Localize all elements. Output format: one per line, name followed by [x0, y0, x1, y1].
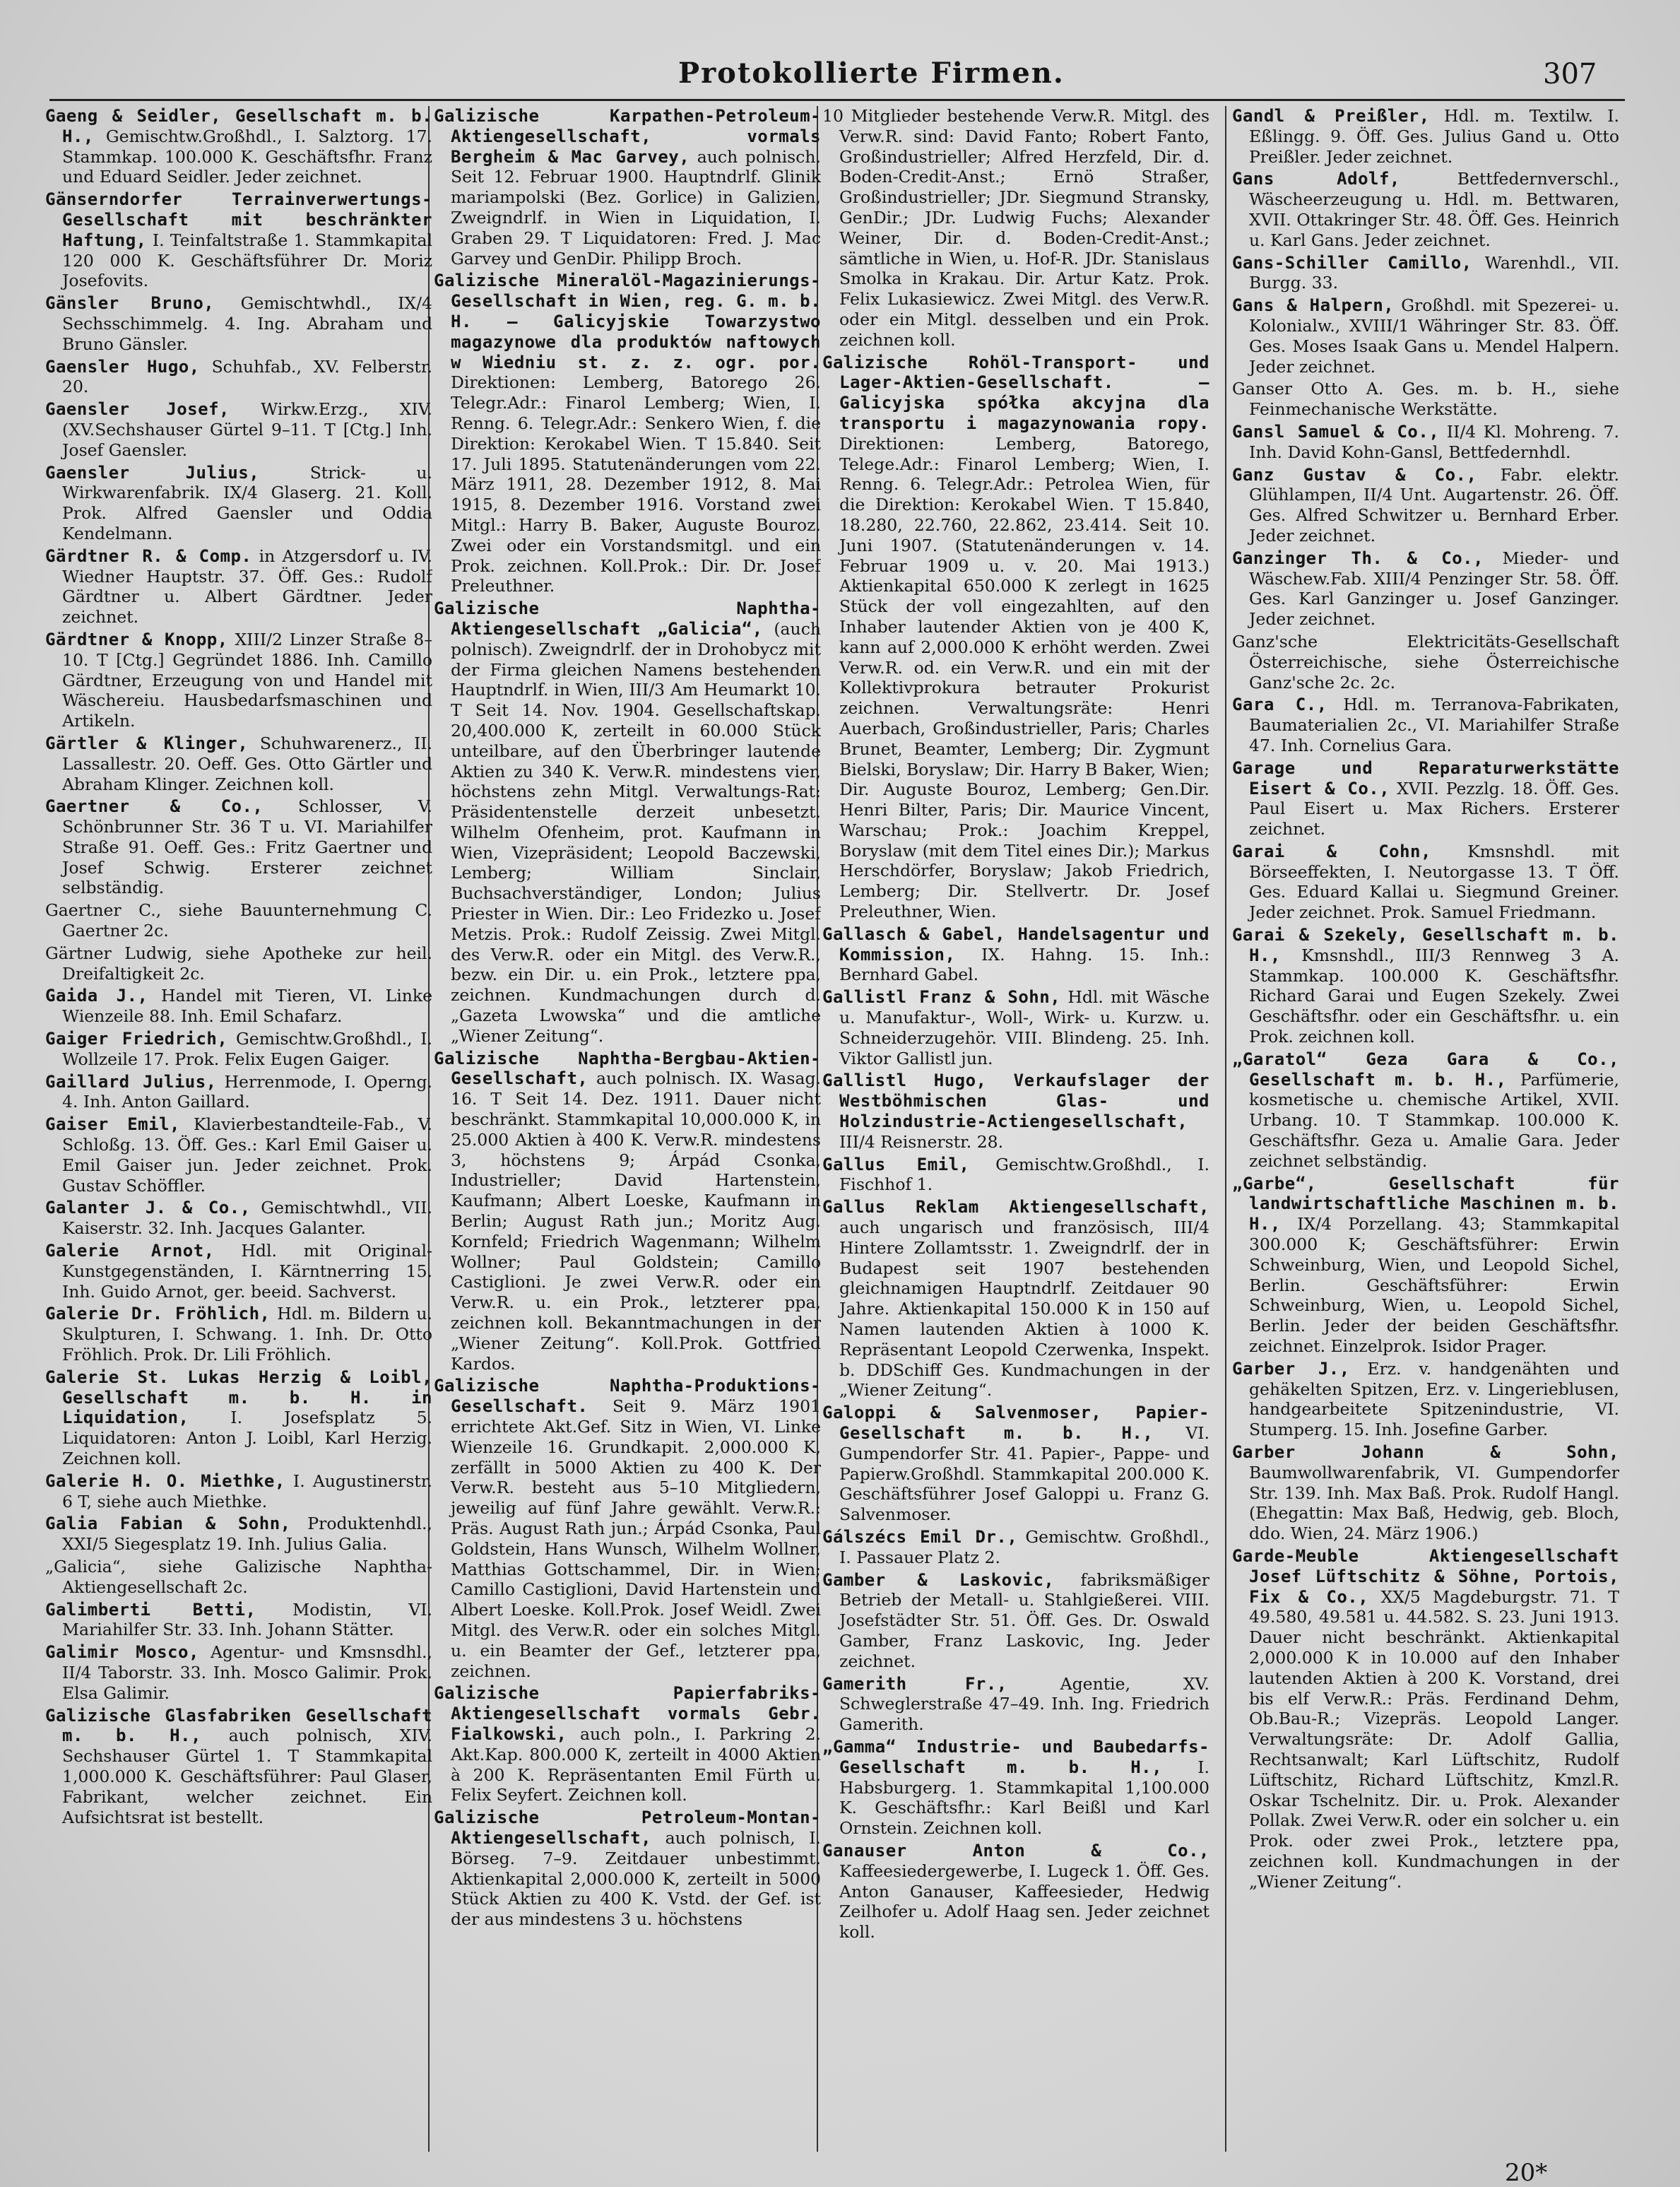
- firm-name: Ganzinger Th. & Co.,: [1232, 548, 1484, 568]
- firm-entry: [45, 1198, 432, 1239]
- firm-name: Galerie H. O. Miethke,: [45, 1470, 285, 1491]
- page-number: 307: [1543, 58, 1597, 90]
- firm-details: Hdl. m. Terranova-Fabrikaten, Baumaterialien 2c., VI. Mariahilfer Straße 47. Inh. Cornelius Gara.: [1249, 695, 1619, 755]
- firm-entry: [1232, 1546, 1619, 1892]
- firm-details: Seit 9. März 1901 errichtete Akt.Gef. Sitz in Wien, VI. Linke Wienzeile 16. Grundkapit. 2,000.000 K, zerfällt in 5000 Aktien zu 400 K. Der Verw.R. besteht aus 5–10 Mitgliedern, jeweilig auf fünf Jahre gewählt. Verw.R.: Präs. August Rath jun.; Árpád Csonka, Paul Goldstein, Hans Wunsch, Wilhelm Wollner, Matthias Gottschammel, Dir. in Wien; Camillo Castiglioni, David Hartenstein und Albert Loeske. Koll.Prok. Josef Weidl. Zwei Mitgl. des Verw.R. oder ein solches Mitgl. u. ein Beamter der Gef., letzterer ppa, zeichnen.: [451, 1396, 821, 1681]
- firm-name: Gaillard Julius,: [45, 1071, 217, 1092]
- firm-details: III/4 Reisnerstr. 28.: [839, 1131, 1004, 1152]
- firm-details: Hdl. mit Original-Kunstgegenständen, I. Kärntnerring 15. Inh. Guido Arnot, ger. beeid. Sachverst.: [62, 1241, 432, 1302]
- firm-details: Direktionen: Lemberg, Batorego 26. Telegr.Adr.: Finarol Lemberg; Wien, I. Renng. 6. Telegr.Adr.: Senkero Wien, f. die Direktion: Kerokabel Wien. T 15.840. Seit 17. Juli 1895. Statutenänderungen vom 22. März 1911, 28. Dezember 1912, 8. Mai 1915, 8. Dezember 1916. Vorstand zwei Mitgl.: Harry B. Baker, Auguste Bouroz. Zwei oder ein Vorstandsmitgl. und ein Prok. zeichnen. Koll.Prok.: Dir. Dr. Josef Preleuthner.: [451, 372, 821, 596]
- firm-details: I. Teinfaltstraße 1. Stammkapital 120 000 K. Geschäftsführer Dr. Moriz Josefovits.: [62, 230, 432, 291]
- firm-name: Galizische Rohöl-Transport- und Lager-Aktien-Gesellschaft. — Galicyjska spółka akcyjna dla transportu i magazynowania ropy.: [822, 352, 1209, 433]
- firm-details: I. Habsburgerg. 1. Stammkapital 1,100.000 K. Geschäftsfhr.: Karl Beißl und Karl Ornstein. Zeichnen koll.: [839, 1757, 1209, 1839]
- firm-name: „Garatol“ Geza Gara & Co., Gesellschaft m. b. H.,: [1232, 1049, 1619, 1090]
- firm-name: Galimir Mosco,: [45, 1642, 199, 1663]
- firm-name: Gallus Reklam Aktiengesellschaft,: [822, 1197, 1209, 1218]
- firm-entry: [45, 1241, 432, 1302]
- firm-name: „Garbe“, Gesellschaft für landwirtschaftliche Maschinen m. b. H.,: [1232, 1173, 1619, 1234]
- firm-entry: [45, 357, 432, 398]
- firm-entry: [1232, 295, 1619, 377]
- firm-details: Produktenhdl., XXI/5 Siegesplatz 19. Inh. Julius Galia.: [62, 1514, 432, 1555]
- firm-name: „Gamma“ Industrie- und Baubedarfs-Gesellschaft m. b. H.,: [822, 1736, 1209, 1777]
- firm-name: Galanter J. & Co.,: [45, 1198, 251, 1218]
- firm-entry: [822, 353, 1209, 922]
- firm-entry: [45, 986, 432, 1027]
- firm-details: I. Josefsplatz 5. Liquidatoren: Anton J. Loibl, Karl Herzig. Zeichnen koll.: [62, 1408, 432, 1468]
- column-4: [1232, 106, 1619, 2155]
- firm-entry: [822, 987, 1209, 1068]
- firm-name: Galia Fabian & Sohn,: [45, 1514, 291, 1534]
- firm-name: Ganauser Anton & Co.,: [822, 1840, 1209, 1861]
- header-rule: [49, 99, 1625, 101]
- firm-details: Kmsnshdl. mit Börseeffekten, I. Neutorgasse 13. T Öff. Ges. Eduard Kallai u. Siegmund Greiner. Jeder zeichnet. Prok. Samuel Friedmann.: [1249, 841, 1619, 923]
- firm-details: Agentur- und Kmsnsdhl., II/4 Taborstr. 33. Inh. Mosco Galimir. Prok. Elsa Galimir.: [62, 1642, 432, 1703]
- firm-details: Hdl. m. Bildern u. Skulpturen, I. Schwang. 1. Inh. Dr. Otto Fröhlich. Prok. Dr. Lili Fröhlich.: [62, 1304, 432, 1365]
- firm-entry: [822, 1071, 1209, 1152]
- page-title: Protokollierte Firmen.: [678, 57, 1065, 90]
- firm-details: auch polnisch, XIV. Sechshauser Gürtel 1. T Stammkapital 1,000.000 K. Geschäftsführer: Paul Glaser, Fabrikant, welcher zeichnet. Ein Aufsichtsrat ist bestellt.: [62, 1726, 432, 1827]
- firm-name: Gara C.,: [1232, 695, 1327, 715]
- firm-entry: [45, 1557, 432, 1598]
- firm-details: Modistin, VI. Mariahilfer Str. 33. Inh. Johann Stätter.: [62, 1599, 432, 1640]
- firm-entry: [822, 1155, 1209, 1196]
- firm-name: Galizische Naphtha-Aktiengesellschaft „Galicia“,: [434, 599, 821, 639]
- firm-entry: [434, 1376, 821, 1681]
- firm-details: auch polnisch. Seit 12. Februar 1900. Hauptndrlf. Glinik mariampolski (Bez. Gorlice) in Galizien, Zweigndrlf. in Wien in Liquidation, I. Graben 29. T Liquidatoren: Fred. J. Mac Garvey und GenDir. Philipp Broch.: [451, 146, 821, 269]
- firm-entry: [822, 1403, 1209, 1525]
- firm-entry: [45, 293, 432, 354]
- page-header: [0, 57, 1680, 99]
- firm-name: Garde-Meuble Aktiengesellschaft Josef Lüftschitz & Söhne, Portois, Fix & Co.,: [1232, 1545, 1619, 1607]
- firm-entry: [1232, 1049, 1619, 1172]
- firm-details: Ganz'sche Elektricitäts-Gesellschaft Österreichische, siehe Österreichische Ganz'sche 2c. 2c.: [1232, 631, 1619, 692]
- firm-details: Kmsnshdl., III/3 Rennweg 3 A. Stammkap. 100.000 K. Geschäftsfhr. Richard Garai und Eugen Szekely. Zwei Geschäftsfhr. oder ein Geschäftsfhr. u. ein Prok. zeichnen koll.: [1249, 945, 1619, 1047]
- firm-details: Gemischtwhdl., VII. Kaiserstr. 32. Inh. Jacques Galanter.: [62, 1198, 432, 1239]
- firm-entry: [45, 796, 432, 898]
- firm-name: Galerie Dr. Fröhlich,: [45, 1304, 271, 1324]
- firm-details: Gemischtw.Großhdl., I. Wollzeile 17. Prok. Felix Eugen Gaiger.: [62, 1029, 432, 1069]
- firm-entry: [1232, 632, 1619, 692]
- firm-details: auch ungarisch und französisch, III/4 Hintere Zollamtsstr. 1. Zweigndrlf. der in Budapest seit 1907 bestehenden gleichnamigen Hauptndrlf. Zeitdauer 90 Jahre. Aktienkapital 150.000 K in 150 auf Namen lautenden Aktien à 1000 K. Repräsentant Leopold Czerwenka, Inspekt. b. DDSchiff Ges. Kundmachungen in der „Wiener Zeitung“.: [839, 1218, 1209, 1401]
- firm-name: Gaensler Hugo,: [45, 356, 200, 377]
- firm-entry: [1232, 1359, 1619, 1440]
- firm-name: Garai & Cohn,: [1232, 841, 1431, 861]
- firm-entry: [45, 463, 432, 544]
- firm-entry: [434, 1683, 821, 1805]
- firm-name: Gänsler Bruno,: [45, 293, 215, 314]
- firm-entry: [822, 1737, 1209, 1839]
- firm-entry: [1232, 169, 1619, 250]
- column-1: [45, 106, 432, 2155]
- firm-entry: [434, 106, 821, 269]
- firm-entry: [45, 1600, 432, 1641]
- firm-entry: [45, 106, 432, 187]
- firm-details: Warenhdl., VII. Burgg. 33.: [1249, 252, 1619, 293]
- firm-entry: [434, 1049, 821, 1374]
- column-2: [434, 106, 821, 2155]
- firm-details: auch poln., I. Parkring 2. Akt.Kap. 800.000 K, zerteilt in 4000 Aktien à 200 K. Repräsentanten Emil Fürth u. Felix Seyfert. Zeichnen koll.: [451, 1723, 821, 1805]
- firm-details: VI. Gumpendorfer Str. 41. Papier-, Pappe- und Papierw.Großhdl. Stammkapital 200.000 K. Geschäftsführer Josef Galoppi u. Franz G. Salvenmoser.: [839, 1423, 1209, 1525]
- firm-name: Gallistl Franz & Sohn,: [822, 987, 1061, 1008]
- firm-details: XVII. Pezzlg. 18. Öff. Ges. Paul Eisert u. Max Richers. Ersterer zeichnet.: [1249, 778, 1619, 839]
- firm-details: auch polnisch, I. Börseg. 7–9. Zeitdauer unbestimmt. Aktienkapital 2,000.000 K, zerteilt in 5000 Stück Aktien zu 400 K. Vstd. der Gef. ist der aus mindestens 3 u. höchstens: [451, 1827, 821, 1930]
- firm-entry: [45, 1304, 432, 1364]
- firm-name: Gaensler Julius,: [45, 462, 260, 483]
- firm-entry: [822, 1197, 1209, 1401]
- firm-entry: [822, 924, 1209, 985]
- firm-details: Ganser Otto A. Ges. m. b. H., siehe Feinmechanische Werkstätte.: [1232, 379, 1619, 420]
- firm-entry: [45, 1029, 432, 1070]
- firm-details: Agentie, XV. Schweglerstraße 47–49. Inh. Ing. Friedrich Gamerith.: [839, 1673, 1209, 1735]
- firm-details: XIII/2 Linzer Straße 8–10. T [Ctg.] Gegründet 1886. Inh. Camillo Gärdtner, Erzeugung von und Handel mit Wäschereiu. Hausbedarfsmaschinen und Artikeln.: [62, 629, 432, 731]
- firm-entry: [434, 1808, 821, 1930]
- firm-details: Direktionen: Lemberg, Batorego, Telege.Adr.: Finarol Lemberg; Wien, I. Renng. 6. Telegr.Adr.: Petrolea Wien, für die Direktion: Kerokabel Wien. T 15.840, 18.280, 22.760, 22.862, 23.414. Seit 10. Juni 1907. (Statutenänderungen v. 14. Februar 1909 u. v. 20. Mai 1913.) Aktienkapital 650.000 K zerlegt in 1625 Stück der voll eingezahlten, auf den Inhaber lautender Aktien von je 400 K, kann auf 2,000.000 K erhöht werden. Zwei Verw.R. od. ein Verw.R. und ein mit der Kollektivprokura betrauter Prokurist zeichnen. Verwaltungsräte: Henri Auerbach, Großindustrieller, Paris; Charles Brunet, Beamter, Lemberg; Dir. Zygmunt Bielski, Boryslaw; Dir. Harry B Baker, Wien; Dir. Auguste Bouroz, Lemberg; Gen.Dir. Henri Bilter, Paris; Dir. Maurice Vincent, Warschau; Prok.: Joachim Kreppel, Boryslaw (mit dem Titel eines Dir.); Markus Herschdörfer, Boryslaw; Jakob Friedrich, Lemberg; Dir. Stellvertr. Dr. Josef Preleuthner, Wien.: [839, 433, 1209, 922]
- firm-name: Gaeng & Seidler, Gesellschaft m. b. H.,: [45, 106, 432, 146]
- firm-entry: [434, 271, 821, 596]
- firm-name: Gamber & Laskovic,: [822, 1569, 1055, 1590]
- firm-name: Galizische Naphtha-Produktions-Gesellschaft.: [434, 1376, 821, 1417]
- firm-name: Gaida J.,: [45, 986, 148, 1006]
- firm-entry: [45, 189, 432, 291]
- firm-entry: [822, 1527, 1209, 1568]
- firm-entry: [822, 106, 1209, 350]
- firm-details: XX/5 Magdeburgstr. 71. T 49.580, 49.581 u. 44.582. S. 23. Juni 1913. Dauer nicht beschränkt. Aktienkapital 2,000.000 K in 10.000 auf den Inhaber lautenden Aktien à 200 K. Vorstand, drei bis elf Verw.R.: Präs. Ferdinand Dehm, Ob.Bau-R.; Vizepräs. Leopold Langer. Verwaltungsräte: Dr. Adolf Gallia, Rechtsanwalt; Karl Lüftschitz, Rudolf Lüftschitz, Richard Lüftschitz, Kmzl.R. Oskar Tschelnitz. Dir. u. Prok. Alexander Pollak. Zwei Verw.R. oder ein solcher u. ein Prok. oder zwei Prok., letztere ppa, zeichnen koll. Kundmachungen in der „Wiener Zeitung“.: [1249, 1586, 1619, 1892]
- firm-entry: [1232, 422, 1619, 463]
- firm-name: Galimberti Betti,: [45, 1599, 256, 1620]
- firm-name: Garber J.,: [1232, 1358, 1350, 1379]
- firm-details: IX. Hahng. 15. Inh.: Bernhard Gabel.: [839, 944, 1209, 985]
- firm-details: Fabr. elektr. Glühlampen, II/4 Unt. Augartenstr. 26. Öff. Ges. Alfred Schwitzer u. Bernhard Erber. Jeder zeichnet.: [1249, 464, 1619, 546]
- firm-entry: [1232, 465, 1619, 546]
- firm-entry: [822, 1841, 1209, 1943]
- firm-details: „Galicia“, siehe Galizische Naphtha-Aktiengesellschaft 2c.: [45, 1556, 432, 1597]
- firm-entry: [1232, 695, 1619, 755]
- firm-details: Herrenmode, I. Operng. 4. Inh. Anton Gaillard.: [62, 1071, 432, 1112]
- firm-entry: [45, 630, 432, 731]
- firm-details: Hdl. m. Textilw. I. Eßlingg. 9. Öff. Ges. Julius Gand u. Otto Preißler. Jeder zeichnet.: [1249, 106, 1619, 167]
- firm-entry: [822, 1570, 1209, 1672]
- firm-name: Gaertner & Co.,: [45, 796, 264, 817]
- firm-details: auch polnisch. IX. Wasag. 16. T Seit 14. Dez. 1911. Dauer nicht beschränkt. Stammkapital 10,000.000 K, in 25.000 Aktien à 400 K. Verw.R. mindestens 3, höchstens 9; Árpád Csonka, Industrieller; David Hartenstein, Kaufmann; Albert Loeske, Kaufmann in Berlin; August Rath jun.; Moritz Aug. Kornfeld; Friedrich Wagenmann; Wilhelm Wollner; Paul Goldstein; Camillo Castiglioni. Je zwei Verw.R. oder ein Verw.R. u. ein Prok., letzterer ppa, zeichnen koll. Bekanntmachungen in der „Wiener Zeitung“. Koll.Prok. Gottfried Kardos.: [451, 1068, 821, 1374]
- firm-details: Gaertner C., siehe Bauunternehmung C. Gaertner 2c.: [45, 900, 432, 941]
- firm-details: (auch polnisch). Zweigndrlf. der in Drohobycz mit der Firma gleichen Namens bestehenden Hauptndrlf. in Wien, III/3 Am Heumarkt 10. T Seit 14. Nov. 1904. Gesellschaftskap. 20,400.000 K, zerteilt in 60.000 Stück unteilbare, auf den Überbringer lautende Aktien zu 340 K. Verw.R. mindestens vier, höchstens zehn Mitgl. Verwaltungs-Rat: Präsidentenstelle derzeit unbesetzt. Wilhelm Ofenheim, prot. Kaufmann in Wien, Vizepräsident; Leopold Baczewski, Lemberg; William Sinclair, Buchsachverständiger, London; Julius Priester in Wien. Dir.: Leo Fridezko u. Josef Metzis. Prok.: Rudolf Zeissig. Zwei Mitgl. des Verw.R. oder ein Mitgl. des Verw.R., bezw. ein Dir. u. ein Prok., letztere ppa, zeichnen. Kundmachungen durch d. „Gazeta Lwowska“ und die amtliche „Wiener Zeitung“.: [451, 618, 821, 1046]
- firm-entry: [45, 733, 432, 794]
- firm-entry: [45, 943, 432, 984]
- firm-entry: [45, 1642, 432, 1703]
- firm-details: Gemischtw.Großhdl., I. Salztorg. 17. Stammkap. 100.000 K. Geschäftsfhr. Franz und Eduard Seidler. Jeder zeichnet.: [62, 126, 432, 187]
- firm-entry: [45, 1706, 432, 1828]
- firm-name: Galizische Karpathen-Petroleum-Aktiengesellschaft, vormals Bergheim & Mac Garvey,: [434, 106, 821, 167]
- firm-name: Garage und Reparaturwerkstätte Eisert & Co.,: [1232, 758, 1619, 798]
- firm-details: Schuhfab., XV. Felberstr. 20.: [62, 356, 432, 397]
- firm-details: Strick- u. Wirkwarenfabrik. IX/4 Glaserg. 21. Koll. Prok. Alfred Gaensler und Oddia Kendelmann.: [62, 462, 432, 543]
- firm-entry: [1232, 1174, 1619, 1357]
- firm-entry: [1232, 842, 1619, 923]
- firm-details: Wirkw.Erzg., XIV. (XV.Sechshauser Gürtel 9–11. T [Ctg.] Inh. Josef Gaensler.: [62, 399, 432, 460]
- firm-name: Gans & Halpern,: [1232, 295, 1395, 316]
- firm-details: I. Augustinerstr. 6 T, siehe auch Miethke.: [62, 1470, 432, 1511]
- firm-entry: [45, 399, 432, 460]
- firm-details: Gärtner Ludwig, siehe Apotheke zur heil. Dreifaltigkeit 2c.: [45, 943, 432, 984]
- firm-name: Galerie St. Lukas Herzig & Loibl, Gesellschaft m. b. H. in Liquidation,: [45, 1367, 432, 1428]
- firm-name: Gandl & Preißler,: [1232, 106, 1430, 126]
- firm-details: Erz. v. handgenähten und gehäkelten Spitzen, Erz. v. Lingerieblusen, handgearbeitete Spitzenindustrie, VI. Stumperg. 15. Inh. Josefine Garber.: [1249, 1358, 1619, 1440]
- firm-entry: [45, 1514, 432, 1555]
- firm-entry: [822, 1674, 1209, 1735]
- firm-name: Gallistl Hugo, Verkaufslager der Westböhmischen Glas- und Holzindustrie-Actiengesellschaft,: [822, 1071, 1209, 1132]
- firm-entry: [45, 546, 432, 627]
- firm-details: Großhdl. mit Spezerei- u. Kolonialw., XVIII/1 Währinger Str. 83. Öff. Ges. Moses Isaak Gans u. Mendel Halpern. Jeder zeichnet.: [1249, 295, 1619, 377]
- firm-name: Gans-Schiller Camillo,: [1232, 252, 1472, 273]
- firm-name: Gänserndorfer Terrainverwertungs-Gesellschaft mit beschränkter Haftung,: [45, 189, 432, 250]
- firm-entry: [1232, 379, 1619, 420]
- column-3: [822, 106, 1209, 2155]
- firm-entry: [1232, 758, 1619, 839]
- firm-entry: [45, 900, 432, 941]
- firm-details: Hdl. mit Wäsche u. Manufaktur-, Woll-, Wirk- u. Kurzw. u. Schneiderzugehör. VIII. Blindeng. 25. Inh. Viktor Gallistl jun.: [839, 987, 1209, 1068]
- firm-name: Gálszécs Emil Dr.,: [822, 1526, 1018, 1547]
- firm-details: fabriksmäßiger Betrieb der Metall- u. Stahlgießerei. VIII. Josefstädter Str. 51. Öff. Ges. Dr. Oswald Gamber, Franz Laskovic, Ing. Jeder zeichnet.: [839, 1569, 1209, 1671]
- firm-name: Gärtler & Klinger,: [45, 733, 249, 753]
- firm-name: Gaensler Josef,: [45, 399, 230, 420]
- firm-entry: [45, 1072, 432, 1113]
- firm-details: II/4 Kl. Mohreng. 7. Inh. David Kohn-Gansl, Bettfedernhdl.: [1249, 421, 1619, 462]
- firm-entry: [45, 1471, 432, 1512]
- firm-details: IX/4 Porzellang. 43; Stammkapital 300.000 K; Geschäftsführer: Erwin Schweinburg, Wien, und Leopold Sichel, Berlin. Geschäftsführer: Erwin Schweinburg, Wien, u. Leopold Sichel, Berlin. Jeder der beiden Geschäftsfhr. zeichnet. Einzelprok. Isidor Prager.: [1249, 1214, 1619, 1357]
- firm-details: in Atzgersdorf u. IV. Wiedner Hauptstr. 37. Öff. Ges.: Rudolf Gärdtner u. Albert Gärdtner. Jeder zeichnet.: [62, 546, 432, 627]
- firm-entry: [1232, 106, 1619, 167]
- firm-name: Galoppi & Salvenmoser, Papier-Gesellschaft m. b. H.,: [822, 1403, 1209, 1443]
- firm-entry: [1232, 253, 1619, 294]
- firm-name: Gaiger Friedrich,: [45, 1029, 228, 1049]
- firm-details: Handel mit Tieren, VI. Linke Wienzeile 88. Inh. Emil Schafarz.: [62, 986, 432, 1027]
- firm-name: Galizische Mineralöl-Magazinierungs-Gesellschaft in Wien, reg. G. m. b. H. — Galicyjskie Towarzystwo magazynowe dla produktów naftowych w Wiedniu st. z. z. ogr. por.: [434, 271, 821, 372]
- firm-entry: [45, 1114, 432, 1196]
- firm-details: Mieder- und Wäschew.Fab. XIII/4 Penzinger Str. 58. Öff. Ges. Karl Ganzinger u. Josef Ganzinger. Jeder zeichnet.: [1249, 548, 1619, 630]
- firm-name: Galizische Naphtha-Bergbau-Aktien-Gesellschaft,: [434, 1048, 821, 1089]
- firm-name: Gamerith Fr.,: [822, 1673, 1007, 1694]
- firm-details: Gemischtw.Großhdl., I. Fischhof 1.: [839, 1154, 1209, 1195]
- firm-name: Gallus Emil,: [822, 1154, 970, 1174]
- footer-signature: 20*: [1505, 2159, 1548, 2187]
- firm-name: Galizische Papierfabriks-Aktiengesellschaft vormals Gebr. Fialkowski,: [434, 1683, 821, 1744]
- firm-name: Galizische Glasfabriken Gesellschaft m. b. H.,: [45, 1705, 432, 1746]
- firm-name: Gans Adolf,: [1232, 169, 1400, 189]
- firm-details: 10 Mitglieder bestehende Verw.R. Mitgl. des Verw.R. sind: David Fanto; Robert Fanto, Großindustrieller; Alfred Herzfeld, Dir. d. Boden-Credit-Anst.; Ernö Straßer, Großindustrieller; JDr. Siegmund Stransky, GenDir.; JDr. Ludwig Fuchs; Alexander Weiner, Dir. d. Boden-Credit-Anst.; sämtliche in Wien, u. Hof-R. JDr. Stanislaus Smolka in Krakau. Dir. Artur Katz. Prok. Felix Lukasiewicz. Zwei Mitgl. des Verw.R. oder ein Mitgl. desselben und ein Prok. zeichnen koll.: [822, 106, 1209, 350]
- firm-entry: [434, 599, 821, 1047]
- column-divider: [1225, 106, 1226, 2152]
- firm-details: Klavierbestandteile-Fab., V. Schloßg. 13. Öff. Ges.: Karl Emil Gaiser u. Emil Gaiser jun. Jeder zeichnet. Prok. Gustav Schöffler.: [62, 1114, 432, 1196]
- firm-name: Ganz Gustav & Co.,: [1232, 464, 1477, 485]
- firm-details: Baumwollwarenfabrik, VI. Gumpendorfer Str. 139. Inh. Max Baß. Prok. Rudolf Hangl. (Ehegattin: Max Baß, Hedwig, geb. Bloch, ddo. Wien, 24. März 1906.): [1249, 1462, 1619, 1544]
- firm-details: Bettfedernverschl., Wäscheerzeugung u. Hdl. m. Bettwaren, XVII. Ottakringer Str. 48. Öff. Ges. Heinrich u. Karl Gans. Jeder zeichnet.: [1249, 169, 1619, 250]
- firm-name: Garber Johann & Sohn,: [1232, 1442, 1619, 1462]
- firm-name: Garai & Szekely, Gesellschaft m. b. H.,: [1232, 925, 1619, 965]
- firm-details: Parfümerie, kosmetische u. chemische Artikel, XVII. Urbang. 10. T Stammkap. 100.000 K. Geschäftsfhr. Geza u. Amalie Gara. Jeder zeichnet selbständig.: [1249, 1069, 1619, 1171]
- firm-details: Schlosser, V. Schönbrunner Str. 36 T u. VI. Mariahilfer Straße 91. Oeff. Ges.: Fritz Gaertner und Josef Schwig. Ersterer zeichnet selbständig.: [62, 796, 432, 898]
- firm-name: Gallasch & Gabel, Handelsagentur und Kommission,: [822, 924, 1209, 965]
- firm-name: Gaiser Emil,: [45, 1114, 180, 1135]
- firm-details: Gemischtwhdl., IX/4 Sechsschimmelg. 4. Ing. Abraham und Bruno Gänsler.: [62, 293, 432, 354]
- firm-name: Gansl Samuel & Co.,: [1232, 421, 1440, 442]
- firm-details: Kaffeesiedergewerbe, I. Lugeck 1. Öff. Ges. Anton Ganauser, Kaffeesieder, Hedwig Zeilhofer u. Adolf Haag sen. Jeder zeichnet koll.: [839, 1861, 1209, 1943]
- firm-details: Schuhwarenerz., II. Lassallestr. 20. Oeff. Ges. Otto Gärtler und Abraham Klinger. Zeichnen koll.: [62, 733, 432, 794]
- firm-entry: [1232, 548, 1619, 630]
- firm-details: Gemischtw. Großhdl., I. Passauer Platz 2.: [839, 1526, 1209, 1567]
- firm-name: Galerie Arnot,: [45, 1241, 215, 1261]
- firm-entry: [1232, 925, 1619, 1047]
- firm-entry: [45, 1367, 432, 1469]
- firm-name: Gärdtner R. & Comp.: [45, 546, 252, 566]
- firm-name: Galizische Petroleum-Montan-Aktiengesellschaft,: [434, 1808, 821, 1848]
- firm-entry: [1232, 1442, 1619, 1544]
- firm-name: Gärdtner & Knopp,: [45, 629, 228, 649]
